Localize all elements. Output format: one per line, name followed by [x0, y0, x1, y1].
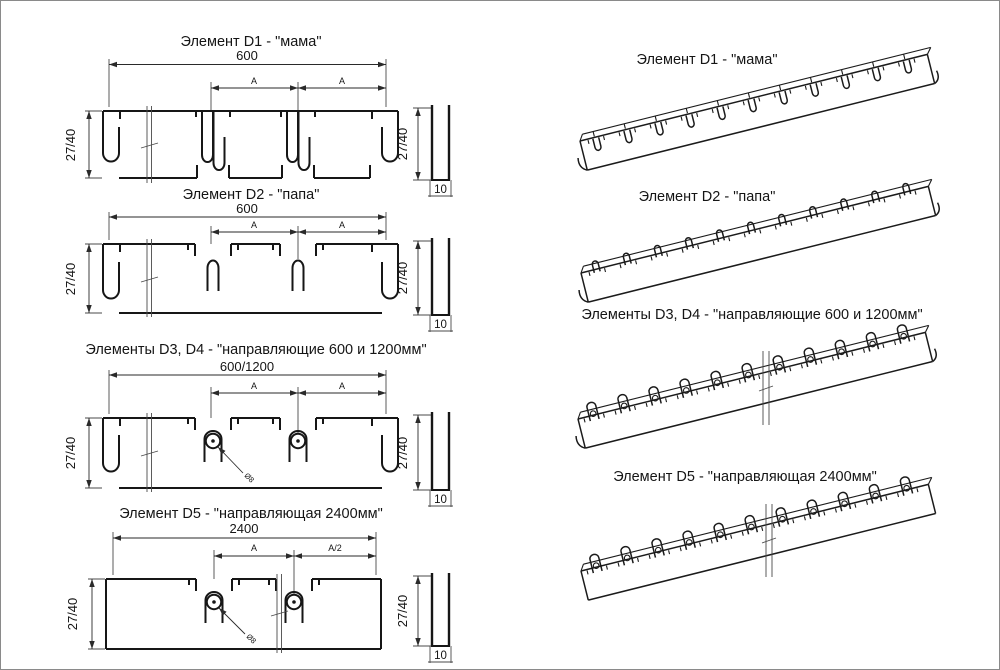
iso-view-d3-d4 [569, 307, 938, 450]
break-line [141, 239, 158, 317]
hole-callout [218, 447, 256, 484]
dim-height-label: 27/40 [65, 597, 80, 631]
dim-section-height-label: 27/40 [395, 594, 410, 628]
dim-total-label: 2400 [229, 521, 259, 536]
dim-total-label: 600/1200 [219, 359, 275, 374]
break-line [141, 106, 158, 183]
figure-title: Элементы D3, D4 - "направляющие 600 и 1200мм" [85, 342, 427, 358]
front-view-d5 [65, 506, 453, 663]
profile-outline [106, 579, 381, 649]
dim-a-label: A [250, 76, 258, 86]
iso-view-d2 [573, 177, 941, 304]
break-line [141, 413, 158, 492]
figure-title: Элемент D1 - "мама" [636, 52, 778, 68]
dim-a-label: A/2 [328, 543, 342, 553]
side-section [395, 573, 453, 663]
dim-total-label: 600 [236, 201, 258, 216]
front-view-d1 [63, 34, 453, 197]
break-line [762, 504, 776, 577]
side-section [395, 105, 453, 197]
dim-section-width-label: 10 [434, 184, 447, 196]
dim-height-label: 27/40 [63, 262, 78, 296]
side-section [395, 412, 453, 507]
dim-total-label: 600 [236, 48, 258, 63]
iso-rail [578, 471, 941, 601]
dim-section-width-label: 10 [434, 494, 447, 506]
dim-a-label: A [338, 220, 346, 230]
front-view-d3-d4 [63, 342, 453, 507]
hole-diameter-label: Ø8 [244, 632, 259, 646]
figure-title: Элемент D5 - "направляющая 2400мм" [613, 469, 877, 485]
hole-diameter-label: Ø8 [242, 471, 257, 485]
figure-title: Элементы D3, D4 - "направляющие 600 и 1200мм" [581, 307, 923, 323]
dim-section-height-label: 27/40 [395, 436, 410, 470]
dim-a-label: A [338, 76, 346, 86]
figure-title: Элемент D1 - "мама" [180, 34, 322, 50]
figure-title: Элемент D2 - "папа" [638, 189, 776, 205]
break-line [759, 351, 773, 425]
iso-rail [569, 318, 938, 449]
hole-callout [219, 608, 258, 645]
dim-a-label: A [250, 381, 258, 391]
dim-section-height-label: 27/40 [395, 127, 410, 161]
front-view-d2 [63, 187, 453, 332]
drawing-svg [1, 1, 1000, 670]
dim-section-height-label: 27/40 [395, 261, 410, 295]
iso-view-d5 [578, 469, 941, 600]
figure-title: Элемент D2 - "папа" [182, 187, 320, 203]
dim-height-label: 27/40 [63, 436, 78, 470]
dim-a-label: A [250, 543, 258, 553]
side-section [395, 238, 453, 332]
figure-title: Элемент D5 - "направляющая 2400мм" [119, 506, 383, 522]
dim-a-label: A [338, 381, 346, 391]
dim-height-label: 27/40 [63, 128, 78, 162]
dim-section-width-label: 10 [434, 319, 447, 331]
iso-view-d1 [572, 47, 940, 171]
dim-section-width-label: 10 [434, 650, 447, 662]
dim-a-label: A [250, 220, 258, 230]
